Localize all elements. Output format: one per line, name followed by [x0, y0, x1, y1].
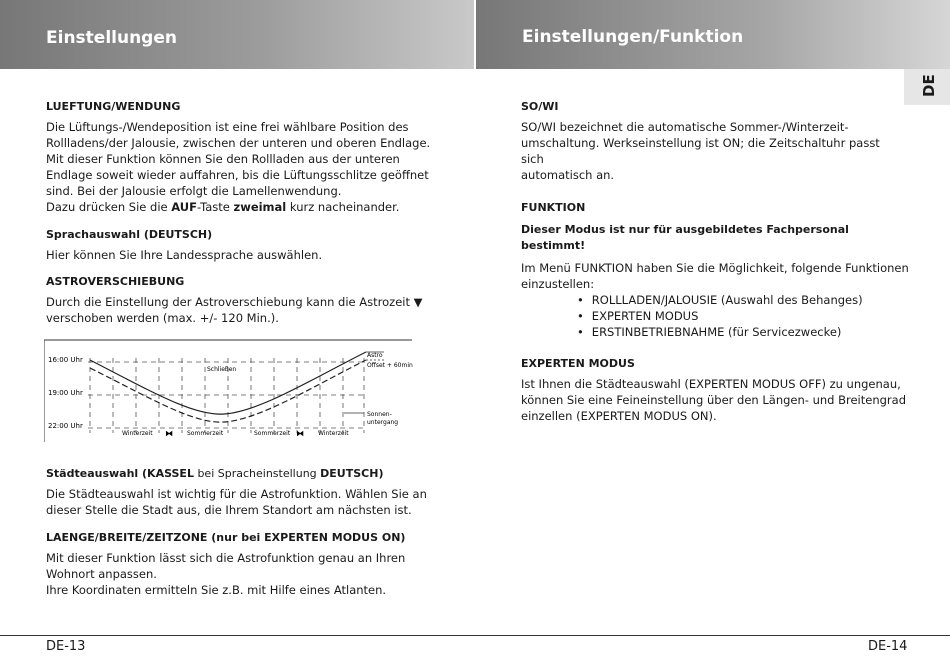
astro-title: ASTROVERSCHIEBUNG — [46, 275, 185, 288]
astro-line: verschoben werden (max. +/- 120 Min.). — [46, 311, 279, 325]
right-header-bar — [476, 0, 950, 69]
laenge-line: Ihre Koordinaten ermitteln Sie z.B. mit Hilfe eines Atlanten. — [46, 583, 387, 597]
text-run: DEUTSCH) — [320, 467, 384, 480]
experten-title: EXPERTEN MODUS — [521, 357, 635, 370]
season-label: Sommerzeit — [254, 430, 291, 437]
sunset-label: untergang — [367, 419, 399, 426]
laenge-line: Mit dieser Funktion lässt sich die Astrofunktion genau an Ihren — [46, 551, 406, 565]
text-run: Städteauswahl (KASSEL — [46, 467, 194, 480]
experten-line: Ist Ihnen die Städteauswahl (EXPERTEN MODUS OFF) zu ungenau, — [521, 377, 901, 391]
section-sprache — [46, 227, 446, 263]
sprache-text: Hier können Sie Ihre Landessprache auswählen. — [46, 248, 323, 262]
section-astro — [46, 274, 446, 326]
section-sowi — [521, 99, 901, 183]
right-page-title: Einstellungen/Funktion — [522, 27, 744, 47]
season-label: Winterzeit — [318, 430, 349, 437]
experten-line: einzellen (EXPERTEN MODUS ON). — [521, 409, 717, 423]
list-item: • ROLLLADEN/JALOUSIE (Auswahl des Behanges) — [577, 292, 911, 308]
language-tab — [904, 69, 950, 105]
list-item: • ERSTINBETRIEBNAHME (für Servicezwecke) — [577, 324, 911, 340]
auf-key-label: AUF — [171, 200, 197, 214]
lueftung-line: Rollladens/der Jalousie, zwischen der unteren und oberen Endlage. — [46, 136, 431, 150]
text-run: bei Spracheinstellung — [193, 467, 321, 480]
section-experten — [521, 356, 911, 424]
language-tab-label: DE — [920, 74, 938, 97]
season-label: Winterzeit — [122, 430, 153, 437]
sowi-line: automatisch an. — [521, 168, 615, 182]
section-staedte — [46, 466, 446, 518]
left-header-bar — [0, 0, 474, 69]
sprache-title: Sprachauswahl (DEUTSCH) — [46, 228, 213, 241]
sowi-line: SO/WI bezeichnet die automatische Sommer-/Winterzeit- — [521, 120, 849, 134]
zweimal-emphasis: zweimal — [233, 200, 287, 214]
text-run: Dazu drücken Sie die — [46, 200, 172, 214]
astro-label: Astro — [367, 352, 383, 359]
staedte-title — [46, 466, 446, 482]
page-number-right: DE-14 — [868, 639, 908, 654]
offset-label: Offset + 60min — [367, 362, 413, 369]
lueftung-title: LUEFTUNG/WENDUNG — [46, 100, 181, 113]
season-label: Sommerzeit — [187, 430, 224, 437]
sunset-label: Sonnen- — [367, 411, 392, 418]
page-number-left: DE-13 — [46, 639, 86, 654]
text-run: -Taste — [197, 200, 234, 214]
staedte-line: dieser Stelle die Stadt aus, die Ihrem Standort am nächsten ist. — [46, 503, 412, 517]
lueftung-line: Die Lüftungs-/Wendeposition ist eine frei wählbare Position des — [46, 120, 409, 134]
y-label: 16:00 Uhr — [48, 356, 83, 364]
astro-diagram — [44, 338, 414, 444]
sowi-title: SO/WI — [521, 100, 559, 113]
lueftung-last-line — [46, 199, 446, 215]
astro-line: Durch die Einstellung der Astroverschiebung kann die Astrozeit ▼ — [46, 295, 423, 309]
laenge-title: LAENGE/BREITE/ZEITZONE (nur bei EXPERTEN MODUS ON) — [46, 531, 406, 544]
lueftung-line: Endlage soweit wieder auffahren, bis die Lüftungsschlitze geöffnet — [46, 168, 429, 182]
text-run: kurz nacheinander. — [286, 200, 400, 214]
funktion-line: einzustellen: — [521, 277, 595, 291]
staedte-line: Die Städteauswahl ist wichtig für die Astrofunktion. Wählen Sie an — [46, 487, 427, 501]
lueftung-line: sind. Bei der Jalousie erfolgt die Lamellenwendung. — [46, 184, 342, 198]
funktion-line: Im Menü FUNKTION haben Sie die Möglichkeit, folgende Funktionen — [521, 261, 909, 275]
switch-icon: ⧓ — [165, 429, 173, 438]
y-label: 22:00 Uhr — [48, 422, 83, 430]
funktion-list — [521, 292, 911, 340]
switch-icon: ⧓ — [296, 429, 304, 438]
funktion-warning: Dieser Modus ist nur für ausgebildetes Fachpersonal bestimmt! — [521, 223, 849, 252]
footer-divider — [0, 635, 950, 636]
sowi-line: umschaltung. Werkseinstellung ist ON; die Zeitschaltuhr passt sich — [521, 136, 880, 166]
lueftung-line: Mit dieser Funktion können Sie den Rollladen aus der unteren — [46, 152, 400, 166]
section-lueftung — [46, 99, 446, 215]
schliessen-label: Schließen — [207, 366, 237, 373]
y-label: 19:00 Uhr — [48, 389, 83, 397]
section-laenge — [46, 530, 446, 598]
experten-line: können Sie eine Feineinstellung über den Längen- und Breitengrad — [521, 393, 906, 407]
laenge-line: Wohnort anpassen. — [46, 567, 157, 581]
funktion-title: FUNKTION — [521, 201, 586, 214]
list-item: • EXPERTEN MODUS — [577, 308, 911, 324]
section-funktion — [521, 200, 911, 340]
left-page-title: Einstellungen — [46, 28, 177, 48]
